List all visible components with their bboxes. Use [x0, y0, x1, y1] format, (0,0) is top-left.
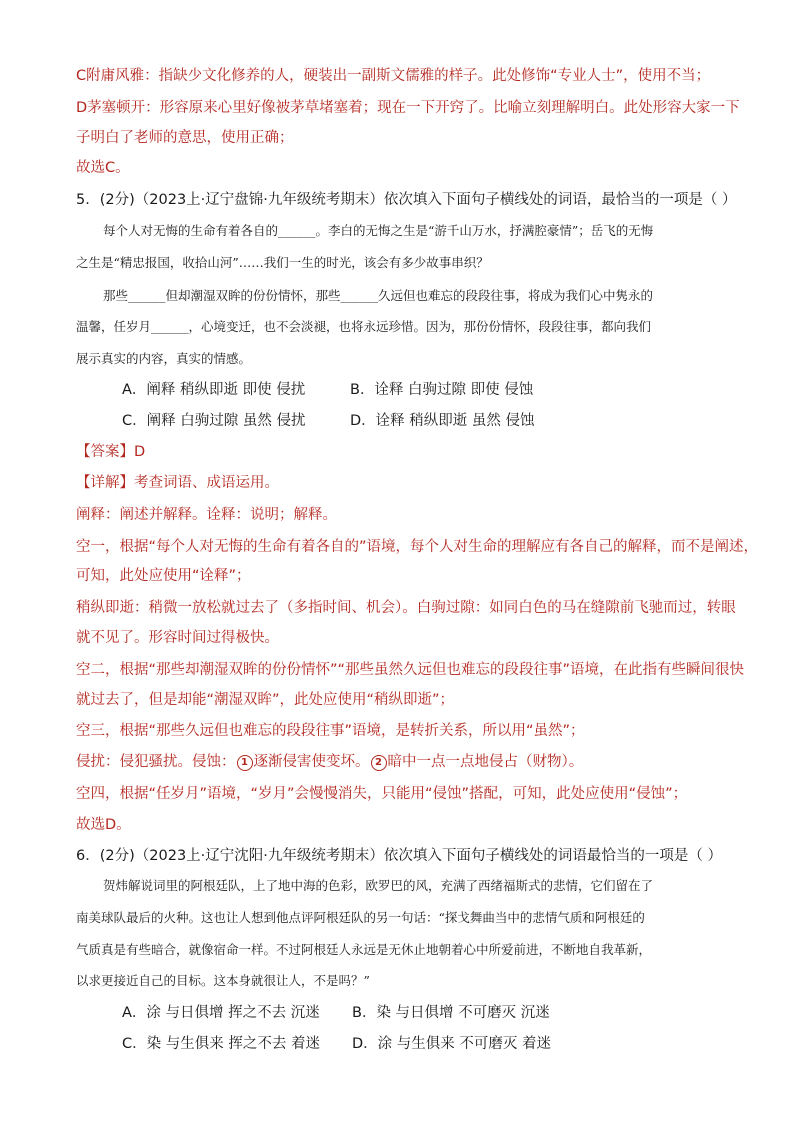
q6-passage-line: 以求更接近自己的目标。这本身就很让人，不是吗？”	[76, 973, 370, 988]
q5-option-d: D．诠释 稍纵即逝 虽然 侵蚀	[350, 413, 535, 429]
q5-explanation-line: 就过去了，但是却能“潮湿双眸”，此处应使用“稍纵即逝”；	[76, 692, 455, 708]
q4-option-c-explanation: C附庸风雅：指缺少文化修养的人，硬装出一副斯文儒雅的样子。此处修饰“专业人士”，使用不当；	[76, 68, 711, 84]
q5-conclusion: 故选D。	[76, 817, 131, 833]
q4-option-d-explanation-line1: D茅塞顿开：形容原来心里好像被茅草堵塞着；现在一下开窍了。比喻立刻理解明白。此处形容大家一下	[76, 100, 740, 116]
q6-option-a: A．涂 与日俱增 挥之不去 沉迷	[122, 1005, 320, 1021]
q5-explanation-line: 就不见了。形容时间过得极快。	[76, 630, 279, 646]
q6-stem: 6．(2分)（2023上·辽宁沈阳·九年级统考期末）依次填入下面句子横线处的词语最恰当的一项是（ ）	[76, 848, 722, 864]
q5-explanation-line: 空一，根据“每个人对无悔的生命有着各自的”语境，每个人对生命的理解应有各自己的解释，而不是阐述，	[76, 539, 759, 555]
q5-stem: 5．(2分)（2023上·辽宁盘锦·九年级统考期末）依次填入下面句子横线处的词语，最恰当的一项是（ ）	[76, 192, 737, 208]
q5-passage-line: 每个人对无悔的生命有着各自的______。李白的无悔之生是“游千山万水，抒满腔豪情”；岳飞的无悔	[103, 223, 654, 238]
q5-invade-text-b: 逐渐侵害使变坏。	[253, 754, 370, 770]
q5-explanation-line: 空二，根据“那些却潮湿双眸的份份情怀”“那些虽然久远但也难忘的段段往事”语境，在此指有些瞬间很快	[76, 662, 745, 678]
q6-option-c: C．染 与生俱来 挥之不去 着迷	[122, 1036, 320, 1052]
q6-option-b: B．染 与日俱增 不可磨灭 沉迷	[352, 1005, 550, 1021]
q4-option-d-explanation-line2: 子明白了老师的意思，使用正确；	[76, 130, 294, 146]
q5-explanation-line: 阐释：阐述并解释。诠释：说明；解释。	[76, 507, 337, 523]
q5-answer: 【答案】D	[76, 444, 146, 460]
q5-explanation-line: 空三，根据“那些久远但也难忘的段段往事”语境，是转折关系，所以用“虽然”；	[76, 723, 585, 739]
q5-invade-definition	[76, 752, 583, 772]
q6-passage-line: 气质真是有些暗合，就像宿命一样。不过阿根廷人永远是无休止地朝着心中所爱前进，不断地自我革新，	[76, 942, 652, 957]
q5-option-c: C．阐释 白驹过隙 虽然 侵扰	[122, 413, 306, 429]
q5-detail-title: 【详解】考查词语、成语运用。	[76, 475, 279, 491]
circled-number-2: 2	[371, 755, 387, 771]
q5-option-a: A．阐释 稍纵即逝 即使 侵扰	[122, 382, 306, 398]
q6-option-d: D．涂 与生俱来 不可磨灭 着迷	[352, 1036, 551, 1052]
q5-explanation-line: 可知，此处应使用“诠释”；	[76, 568, 251, 584]
q5-option-b: B．诠释 白驹过隙 即使 侵蚀	[350, 382, 534, 398]
q5-invade-text-c: 暗中一点一点地侵占（财物）。	[387, 754, 584, 770]
q5-explanation-line: 稍纵即逝：稍微一放松就过去了（多指时间、机会）。白驹过隙：如同白色的马在缝隙前飞驰而过，转眼	[76, 600, 736, 616]
q5-passage-line: 那些______但却潮湿双眸的份份情怀，那些______久远但也难忘的段段往事，将成为我们心中隽永的	[103, 288, 654, 303]
q6-passage-line: 贺炜解说词里的阿根廷队，上了地中海的色彩，欧罗巴的风，充满了西绪福斯式的悲情，它们留在了	[103, 878, 654, 893]
q5-invade-text-a: 侵扰：侵犯骚扰。侵蚀：	[76, 754, 236, 770]
q5-passage-line: 展示真实的内容，真实的情感。	[76, 351, 252, 366]
circled-number-1: 1	[237, 755, 253, 771]
q5-explanation-line: 空四，根据“任岁月”语境，“岁月”会慢慢消失，只能用“侵蚀”搭配，可知，此处应使用“侵蚀”；	[76, 786, 688, 802]
q4-conclusion: 故选C。	[76, 160, 130, 176]
q6-passage-line: 南美球队最后的火种。这也让人想到他点评阿根廷队的另一句话：“探戈舞曲当中的悲情气质和阿根廷的	[76, 910, 645, 925]
q5-passage-line: 之生是“精忠报国，收拾山河”……我们一生的时光，该会有多少故事串织？	[76, 255, 489, 270]
q5-passage-line: 温馨，任岁月______，心境变迁，也不会淡褪，也将永远珍惜。因为，那份份情怀，段段往事，都向我们	[76, 319, 652, 334]
